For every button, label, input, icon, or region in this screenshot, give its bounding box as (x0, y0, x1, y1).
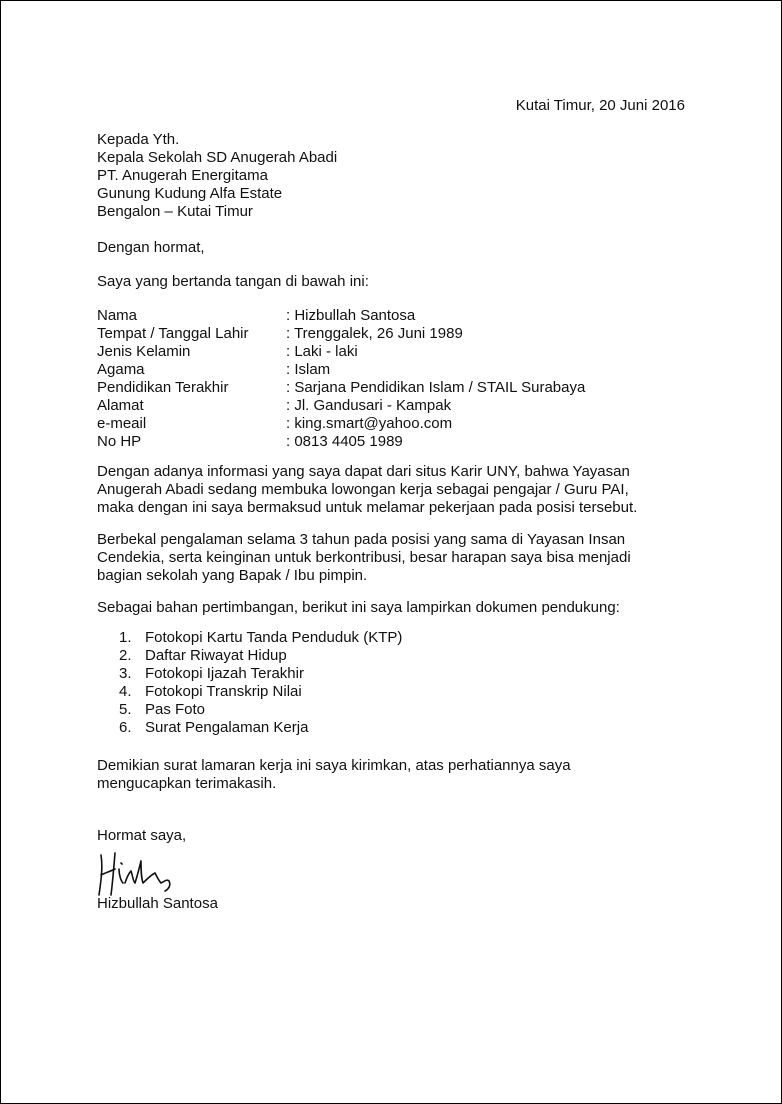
paragraph-experience (97, 531, 631, 585)
identity-label: Agama (97, 361, 145, 378)
list-item (119, 665, 402, 683)
paragraph-line: Berbekal pengalaman selama 3 tahun pada posisi yang sama di Yayasan Insan (97, 531, 626, 548)
identity-label: Jenis Kelamin (97, 343, 191, 360)
recipient-line: Bengalon – Kutai Timur (97, 203, 253, 220)
paragraph-line: Demikian surat lamaran kerja ini saya kirimkan, atas perhatiannya saya (97, 757, 571, 774)
identity-value: : Hizbullah Santosa (286, 307, 416, 324)
list-number: 5. (119, 701, 132, 718)
recipient-block (97, 131, 337, 221)
list-item (119, 719, 402, 737)
list-text: Pas Foto (145, 701, 206, 718)
signature-image (95, 849, 185, 899)
identity-row (97, 307, 585, 325)
identity-label: e-meail (97, 415, 147, 432)
list-text: Daftar Riwayat Hidup (145, 647, 287, 664)
identity-label: Pendidikan Terakhir (97, 379, 229, 396)
identity-label: Tempat / Tanggal Lahir (97, 325, 249, 342)
recipient-line: PT. Anugerah Energitama (97, 167, 268, 184)
list-number: 3. (119, 665, 132, 682)
regards: Hormat saya, (97, 827, 187, 844)
paragraph-line: Cendekia, serta keinginan untuk berkontribusi, besar harapan saya bisa menjadi (97, 549, 631, 566)
identity-value: : Laki - laki (286, 343, 358, 360)
identity-value: : king.smart@yahoo.com (286, 415, 453, 432)
identity-label: No HP (97, 433, 142, 450)
identity-label: Alamat (97, 397, 144, 414)
list-item (119, 683, 402, 701)
paragraph-line: Dengan adanya informasi yang saya dapat dari situs Karir UNY, bahwa Yayasan (97, 463, 630, 480)
list-number: 4. (119, 683, 132, 700)
identity-value: : Islam (286, 361, 331, 378)
list-number: 1. (119, 629, 132, 646)
paragraph-line: bagian sekolah yang Bapak / Ibu pimpin. (97, 567, 368, 584)
identity-row (97, 379, 585, 397)
recipient-line: Kepada Yth. (97, 131, 180, 148)
identity-row (97, 415, 585, 433)
list-number: 2. (119, 647, 132, 664)
list-text: Surat Pengalaman Kerja (145, 719, 309, 736)
intro-text: Saya yang bertanda tangan di bawah ini: (97, 273, 369, 290)
identity-row (97, 361, 585, 379)
signatory-name: Hizbullah Santosa (97, 895, 218, 912)
identity-row (97, 433, 585, 451)
list-item (119, 647, 402, 665)
identity-table (97, 307, 585, 451)
paragraph-line: mengucapkan terimakasih. (97, 775, 277, 792)
place-date: Kutai Timur, 20 Juni 2016 (515, 97, 685, 114)
list-text: Fotokopi Ijazah Terakhir (145, 665, 304, 682)
identity-row (97, 397, 585, 415)
identity-value: : Jl. Gandusari - Kampak (286, 397, 452, 414)
attachment-list (119, 629, 402, 737)
list-text: Fotokopi Kartu Tanda Penduduk (KTP) (145, 629, 403, 646)
paragraph-line: Anugerah Abadi sedang membuka lowongan kerja sebagai pengajar / Guru PAI, (97, 481, 629, 498)
identity-row (97, 325, 585, 343)
list-item (119, 629, 402, 647)
paragraph-attachments-intro: Sebagai bahan pertimbangan, berikut ini saya lampirkan dokumen pendukung: (97, 599, 620, 616)
identity-label: Nama (97, 307, 138, 324)
identity-value: : Trenggalek, 26 Juni 1989 (286, 325, 463, 342)
paragraph-vacancy (97, 463, 637, 517)
list-number: 6. (119, 719, 132, 736)
identity-value: : Sarjana Pendidikan Islam / STAIL Surabaya (286, 379, 586, 396)
identity-row (97, 343, 585, 361)
salutation: Dengan hormat, (97, 239, 205, 256)
list-item (119, 701, 402, 719)
paragraph-line: maka dengan ini saya bermaksud untuk melamar pekerjaan pada posisi tersebut. (97, 499, 638, 516)
recipient-line: Kepala Sekolah SD Anugerah Abadi (97, 149, 338, 166)
list-text: Fotokopi Transkrip Nilai (145, 683, 302, 700)
closing-paragraph (97, 757, 571, 793)
recipient-line: Gunung Kudung Alfa Estate (97, 185, 283, 202)
identity-value: : 0813 4405 1989 (286, 433, 403, 450)
